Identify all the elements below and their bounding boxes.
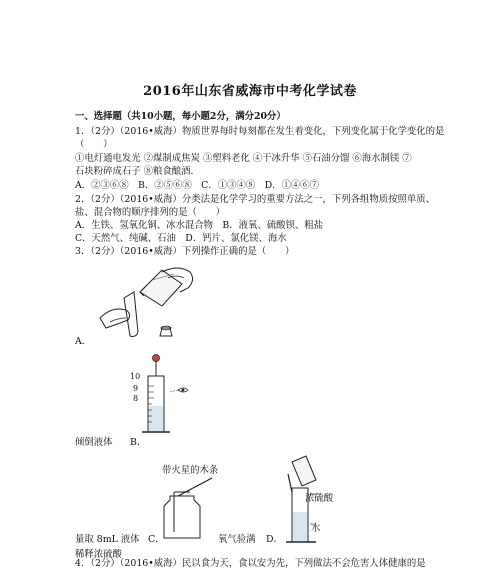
caption-d: 稀释浓硫酸: [75, 549, 122, 560]
caption-a: 倾倒液体: [75, 437, 113, 448]
q1-blank: （ ）: [75, 139, 113, 150]
caption-b: 量取 8mL 液体: [75, 534, 140, 545]
option-c-label: C．: [148, 534, 165, 545]
exam-title: 2016年山东省威海市中考化学试卷: [143, 84, 357, 99]
option-a-label: A．: [75, 336, 92, 347]
cylinder-mark-8: 8: [133, 394, 139, 403]
q2-options-ab: A．生铁、氢氧化铜、冰水混合物 B．液氧、硫酸钡、粗盐: [75, 220, 324, 231]
q1-stem: 1．（2分）（2016•威海）物质世界每时每刻都在发生着变化，下列变化属于化学变化的是: [75, 126, 445, 137]
q1-items: ①电灯通电发光 ②煤制成焦炭 ③塑料老化 ④干冰升华 ⑤石油分馏 ⑥海水制镁 ⑦: [75, 153, 412, 164]
q1-items-cont: 石块粉碎成石子 ⑧粮食酿酒．: [75, 166, 200, 177]
q1-options: A．②③⑥⑧ B．②⑤⑥⑧ C．①③④⑧ D．①④⑥⑦: [75, 180, 319, 191]
q3-stem: 3．（2分）（2016•威海）下列操作正确的是（ ）: [75, 246, 295, 257]
cylinder-mark-10: 10: [130, 372, 141, 381]
cylinder-mark-9: 9: [133, 384, 139, 393]
option-d-label: D．: [266, 534, 283, 545]
pouring-liquid-figure: [92, 262, 202, 344]
q2-options-cd: C．天然气、纯碱、石油 D．钙片、氯化镁、海水: [75, 233, 287, 244]
option-b-label: B．: [130, 437, 147, 448]
graduated-cylinder-figure: [140, 352, 192, 438]
section-heading: 一、选择题（共10小题，每小题2分，满分20分）: [75, 111, 286, 122]
caption-c: 氧气验满: [218, 534, 256, 545]
water-label: 水: [311, 523, 321, 534]
q2-stem: 2．（2分）（2016•威海）分类法是化学学习的重要方法之一，下列各组物质按照单质、: [75, 194, 436, 205]
splint-label: 带火星的木条: [162, 465, 219, 476]
acid-label: 浓硫酸: [305, 493, 334, 504]
q4-stem: 4．（2分）（2016•威海）民以食为天，食以安为先，下列做法不会危害人体健康的是: [75, 558, 426, 569]
q2-stem-cont: 盐、混合物的顺序排列的是（ ）: [75, 207, 226, 218]
